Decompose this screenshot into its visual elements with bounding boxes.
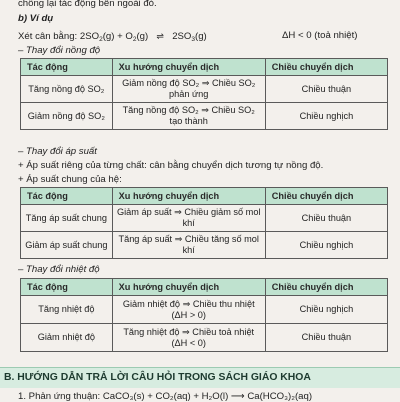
section-temperature: – Thay đổi nhiệt độ [18,264,100,275]
example-label: b) Ví dụ [18,13,54,24]
enthalpy-note: ΔH < 0 (toả nhiệt) [282,30,358,41]
table-row: Giảm áp suất chung Tăng áp suất ⇒ Chiều tăng số mol khí Chiều nghịch [21,232,388,259]
table-row: Tăng áp suất chung Giảm áp suất ⇒ Chiều giảm số mol khí Chiều thuận [21,205,388,232]
bottom-text: 1. Phản ứng thuận: CaCO₃(s) + CO₂(aq) + H₂O(l) ⟶ Ca(HCO₃)₂(aq) [18,391,313,402]
section-concentration: – Thay đổi nồng độ [18,45,101,56]
header-trend: Xu hướng chuyển dịch [112,279,265,296]
equilibrium-equation: Xét cân bằng: $2SO_2(g) + O_2(g)$ ⇌ $2SO_3(g)$ [18,31,207,43]
header-effect: Tác động [21,59,113,76]
top-text: chống lại tác động bên ngoài đó. [18,0,157,9]
section-pressure: – Thay đổi áp suất [18,146,97,157]
table-row: Giảm nồng độ SO₂ Tăng nồng độ SO₂ ⇒ Chiều SO₂ tạo thành Chiều nghịch [21,103,388,130]
header-direction: Chiều chuyển dịch [265,279,387,296]
header-effect: Tác động [21,188,113,205]
equilibrium-arrow-icon: ⇌ [156,31,164,41]
pressure-total-note: + Áp suất chung của hệ: [18,174,122,185]
header-direction: Chiều chuyển dịch [265,59,387,76]
table-row: Giảm nhiệt độ Tăng nhiệt độ ⇒ Chiều toả nhiệt (ΔH < 0) Chiều thuận [21,324,388,352]
pressure-partial-note: + Áp suất riêng của từng chất: cân bằng chuyển dịch tương tự nồng độ. [18,160,324,171]
header-trend: Xu hướng chuyển dịch [112,188,265,205]
table-row: Tăng nhiệt độ Giảm nhiệt độ ⇒ Chiều thu nhiệt (ΔH > 0) Chiều nghịch [21,296,388,324]
header-trend: Xu hướng chuyển dịch [112,59,265,76]
table-row: Tăng nồng độ SO₂ Giảm nồng độ SO₂ ⇒ Chiều SO₂ phản ứng Chiều thuận [21,76,388,103]
header-effect: Tác động [21,279,113,296]
header-direction: Chiều chuyển dịch [265,188,387,205]
section-b-heading: B. HƯỚNG DẪN TRẢ LỜI CÂU HỎI TRONG SÁCH GIÁO KHOA [0,367,400,388]
table-concentration [20,58,388,130]
table-pressure [20,187,388,259]
table-temperature [20,278,388,352]
